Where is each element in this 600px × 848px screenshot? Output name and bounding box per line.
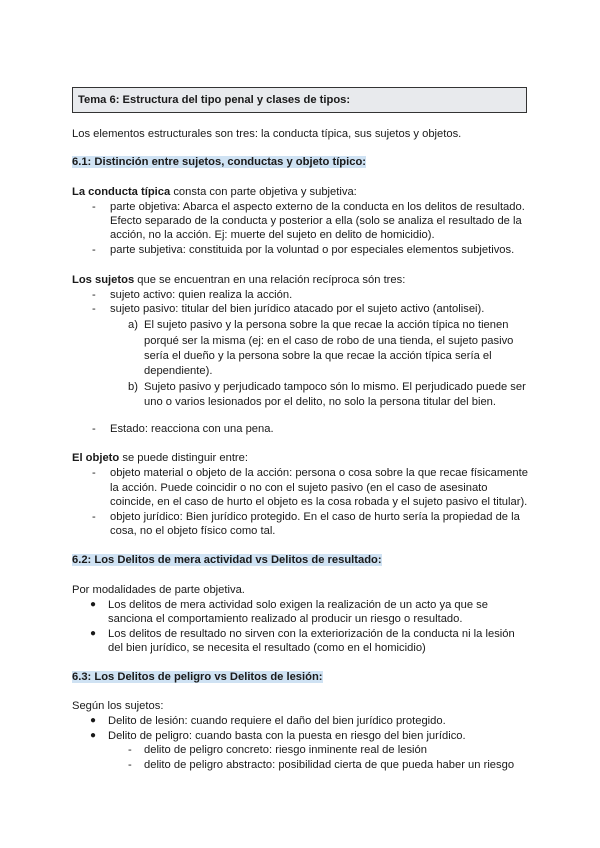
- list-item: cosa, no el objeto físico como tal.: [110, 525, 276, 537]
- objeto-paragraph: El objeto se puede distinguir entre:: [72, 452, 248, 464]
- dash-marker: -: [92, 511, 96, 523]
- intro-text: Los elementos estructurales son tres: la conducta típica, sus sujetos y objetos.: [72, 128, 462, 140]
- sub-item-a: El sujeto pasivo y la persona sobre la que recae la acción típica no tienen: [144, 319, 509, 331]
- list-item: objeto jurídico: Bien jurídico protegido. En el caso de hurto sería la propiedad de la: [110, 511, 520, 523]
- list-item: Los delitos de mera actividad solo exigen la realización de un acto ya que se: [108, 599, 488, 611]
- list-item: objeto material o objeto de la acción: persona o cosa sobre la que recae físicamente: [110, 467, 528, 479]
- list-item: sujeto activo: quien realiza la acción.: [110, 289, 293, 301]
- list-item: Delito de peligro: cuando basta con la puesta en riesgo del bien jurídico.: [108, 730, 466, 742]
- sub-item-a: sería el dueño y la persona sobre la que recae la acción típica sería el: [144, 350, 492, 362]
- dash-marker: -: [92, 289, 96, 301]
- dash-marker: -: [92, 467, 96, 479]
- list-item: Delito de lesión: cuando requiere el daño del bien jurídico protegido.: [108, 715, 446, 727]
- sub-list-item: delito de peligro abstracto: posibilidad cierta de que pueda haber un riesgo: [144, 759, 515, 771]
- list-item: Los delitos de resultado no sirven con la exteriorización de la conducta ni la lesión: [108, 628, 515, 640]
- sub-item-b: Sujeto pasivo y perjudicado tampoco són lo mismo. El perjudicado puede ser: [144, 381, 526, 393]
- section-intro: Según los sujetos:: [72, 700, 164, 712]
- sub-item-b: uno o varios lesionados por el delito, no solo la persona titular del bien.: [144, 396, 497, 408]
- section-intro: Por modalidades de parte objetiva.: [72, 584, 245, 596]
- dash-marker: -: [92, 303, 96, 315]
- dash-marker: -: [128, 744, 132, 756]
- sujetos-paragraph: Los sujetos que se encuentran en una relación recíproca són tres:: [72, 274, 406, 286]
- sub-item-a: dependiente).: [144, 365, 213, 377]
- section-heading-6-1: 6.1: Distinción entre sujetos, conductas y objeto típico:: [72, 156, 367, 168]
- letter-b: b): [128, 381, 138, 393]
- bullet-marker: ●: [90, 628, 97, 639]
- list-item: coincide, en el caso de hurto el objeto es la cosa robada y el sujeto pasivo el titular).: [110, 496, 528, 508]
- letter-a: a): [128, 319, 138, 331]
- list-item: la acción. Puede coincidir o no con el sujeto pasivo (en el caso de asesinato: [110, 482, 488, 494]
- list-item: parte objetiva: Abarca el aspecto externo de la conducta en los delitos de resultado.: [110, 201, 525, 213]
- bullet-marker: ●: [90, 715, 97, 726]
- list-item: sujeto pasivo: titular del bien jurídico atacado por el sujeto activo (antolisei).: [110, 303, 485, 315]
- dash-marker: -: [92, 423, 96, 435]
- conducta-paragraph: La conducta típica consta con parte objetiva y subjetiva:: [72, 186, 357, 198]
- dash-marker: -: [92, 201, 96, 213]
- dash-marker: -: [128, 759, 132, 771]
- sub-item-a: porqué ser la misma (ej: en el caso de robo de una tienda, el sujeto pasivo: [144, 335, 514, 347]
- section-heading-6-2: 6.2: Los Delitos de mera actividad vs Delitos de resultado:: [72, 554, 382, 566]
- section-heading-6-3: 6.3: Los Delitos de peligro vs Delitos de lesión:: [72, 671, 323, 683]
- list-item: sanciona el comportamiento realizado al producir un riesgo o resultado.: [108, 613, 463, 625]
- list-item: parte subjetiva: constituida por la voluntad o por especiales elementos subjetivos.: [110, 244, 515, 256]
- list-item: Efecto separado de la conducta y posterior a ella (solo se analiza el resultado de la: [110, 215, 522, 227]
- list-item: Estado: reacciona con una pena.: [110, 423, 274, 435]
- title-box: [72, 87, 527, 113]
- list-item: acción, no la acción. Ej: muerte del sujeto en delito de homicidio).: [110, 229, 435, 241]
- page-title: Tema 6: Estructura del tipo penal y clases de tipos:: [78, 94, 351, 106]
- bullet-marker: ●: [90, 599, 97, 610]
- dash-marker: -: [92, 244, 96, 256]
- sub-list-item: delito de peligro concreto: riesgo inminente real de lesión: [144, 744, 427, 756]
- bullet-marker: ●: [90, 730, 97, 741]
- list-item: del bien jurídico, se necesita el resultado (como en el homicidio): [108, 642, 426, 654]
